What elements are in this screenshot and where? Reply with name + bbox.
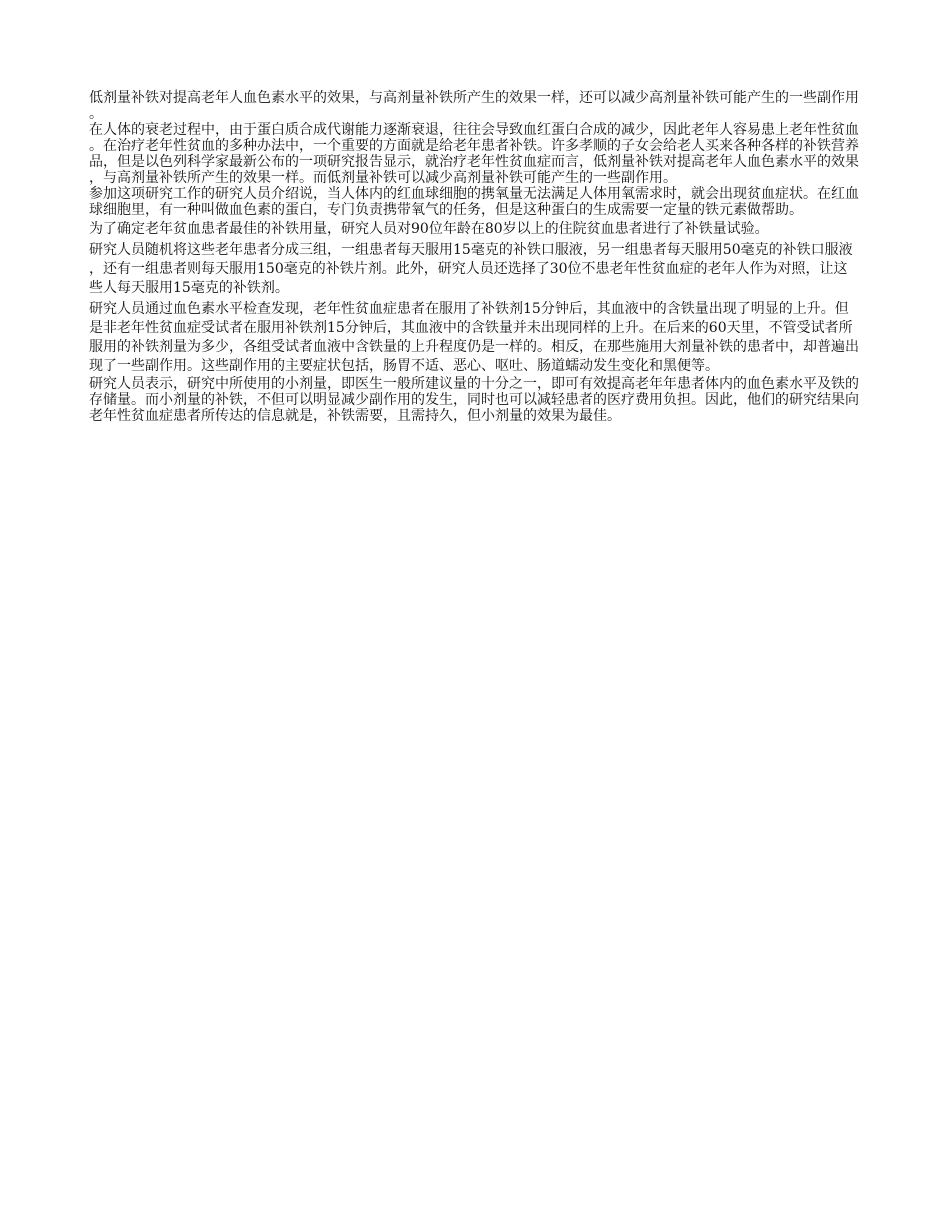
paragraph-1: 低剂量补铁对提高老年人血色素水平的效果，与高剂量补铁所产生的效果一样，还可以减少高剂量补铁可能产生的一些副作用。 — [89, 90, 859, 122]
paragraph-6: 研究人员通过血色素水平检查发现，老年性贫血症患者在服用了补铁剂15分钟后，其血液中的含铁量出现了明显的上升。但是非老年性贫血症受试者在服用补铁剂15分钟后，其血液中的含铁量并未出现同样的上升。在后来的60天里，不管受试者所服用的补铁剂量为多少，各组受试者血液中含铁量的上升程度仍是一样的。相反，在那些施用大剂量补铁的患者中，却普遍出现了一些副作用。这些副作用的主要症状包括，肠胃不适、恶心、呕吐、肠道蠕动发生变化和黑便等。 — [89, 301, 859, 374]
paragraph-3: 参加这项研究工作的研究人员介绍说，当人体内的红血球细胞的携氧量无法满足人体用氧需求时，就会出现贫血症状。在红血球细胞里，有一种叫做血色素的蛋白，专门负责携带氧气的任务，但是这种蛋白的生成需要一定量的铁元素做帮助。 — [89, 186, 859, 218]
paragraph-4: 为了确定老年贫血患者最佳的补铁用量，研究人员对90位年龄在80岁以上的住院贫血患者进行了补铁量试验。 — [89, 221, 769, 237]
paragraph-7: 研究人员表示，研究中所使用的小剂量，即医生一般所建议量的十分之一，即可有效提高老年年患者体内的血色素水平及铁的存储量。而小剂量的补铁，不但可以明显减少副作用的发生，同时也可以减轻患者的医疗费用负担。因此，他们的研究结果向老年性贫血症患者所传达的信息就是，补铁需要，且需持久，但小剂量的效果为最佳。 — [89, 376, 859, 424]
paragraph-2: 在人体的衰老过程中，由于蛋白质合成代谢能力逐渐衰退，往往会导致血红蛋白合成的减少，因此老年人容易患上老年性贫血。在治疗老年性贫血的多种办法中，一个重要的方面就是给老年患者补铁。许多孝顺的子女会给老人买来各种各样的补铁营养品，但是以色列科学家最新公布的一项研究报告显示，就治疗老年性贫血症而言，低剂量补铁对提高老年人血色素水平的效果，与高剂量补铁所产生的效果一样。而低剂量补铁可以减少高剂量补铁可能产生的一些副作用。 — [89, 122, 859, 186]
paragraph-5: 研究人员随机将这些老年患者分成三组，一组患者每天服用15毫克的补铁口服液，另一组患者每天服用50毫克的补铁口服液，还有一组患者则每天服用150毫克的补铁片剂。此外，研究人员还选择了30位不患老年性贫血症的老年人作为对照，让这些人每天服用15毫克的补铁剂。 — [89, 242, 853, 296]
document-body — [89, 90, 861, 424]
